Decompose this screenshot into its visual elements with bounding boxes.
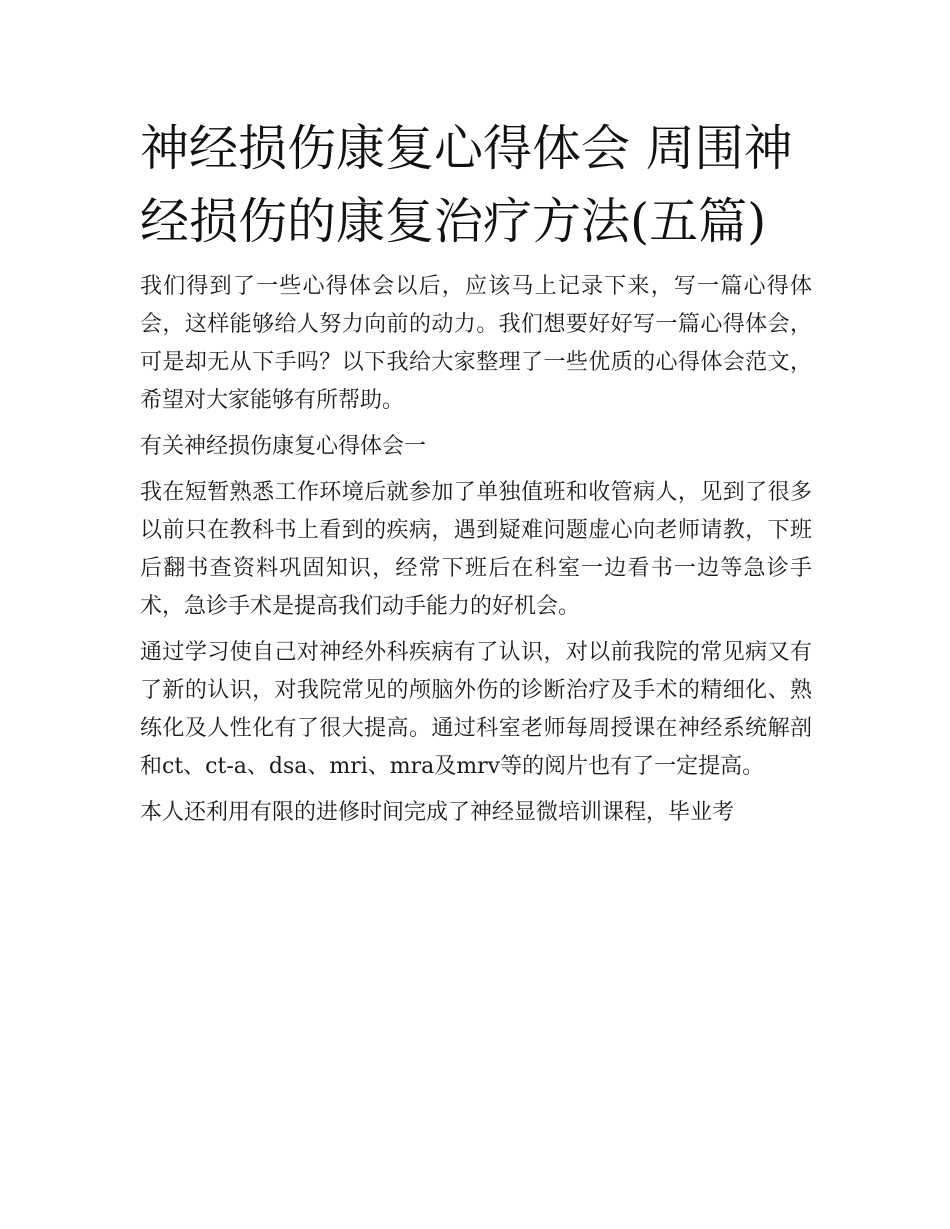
intro-paragraph: 我们得到了一些心得体会以后，应该马上记录下来，写一篇心得体会，这样能够给人努力向前的动力。我们想要好好写一篇心得体会，可是却无从下手吗？以下我给大家整理了一些优质的心得体会范文，希望对大家能够有所帮助。 (140, 274, 812, 413)
document-title: 神经损伤康复心得体会 周围神经损伤的康复治疗方法(五篇) (140, 120, 793, 250)
section-heading: 有关神经损伤康复心得体会一 (140, 434, 427, 459)
document-body (140, 112, 812, 840)
body-paragraph: 我在短暂熟悉工作环境后就参加了单独值班和收管病人，见到了很多以前只在教科书上看到的疾病，遇到疑难问题虚心向老师请教，下班后翻书查资料巩固知识，经常下班后在科室一边看书一边等急诊手术，急诊手术是提高我们动手能力的好机会。 (140, 480, 812, 619)
body-paragraph: 通过学习使自己对神经外科疾病有了认识，对以前我院的常见病又有了新的认识，对我院常见的颅脑外伤的诊断治疗及手术的精细化、熟练化及人性化有了很大提高。通过科室老师每周授课在神经系统解剖和ct、ct-a、dsa、mri、mra及mrv等的阅片也有了一定提高。 (140, 640, 812, 779)
body-paragraph: 本人还利用有限的进修时间完成了神经显微培训课程，毕业考 (140, 800, 735, 825)
